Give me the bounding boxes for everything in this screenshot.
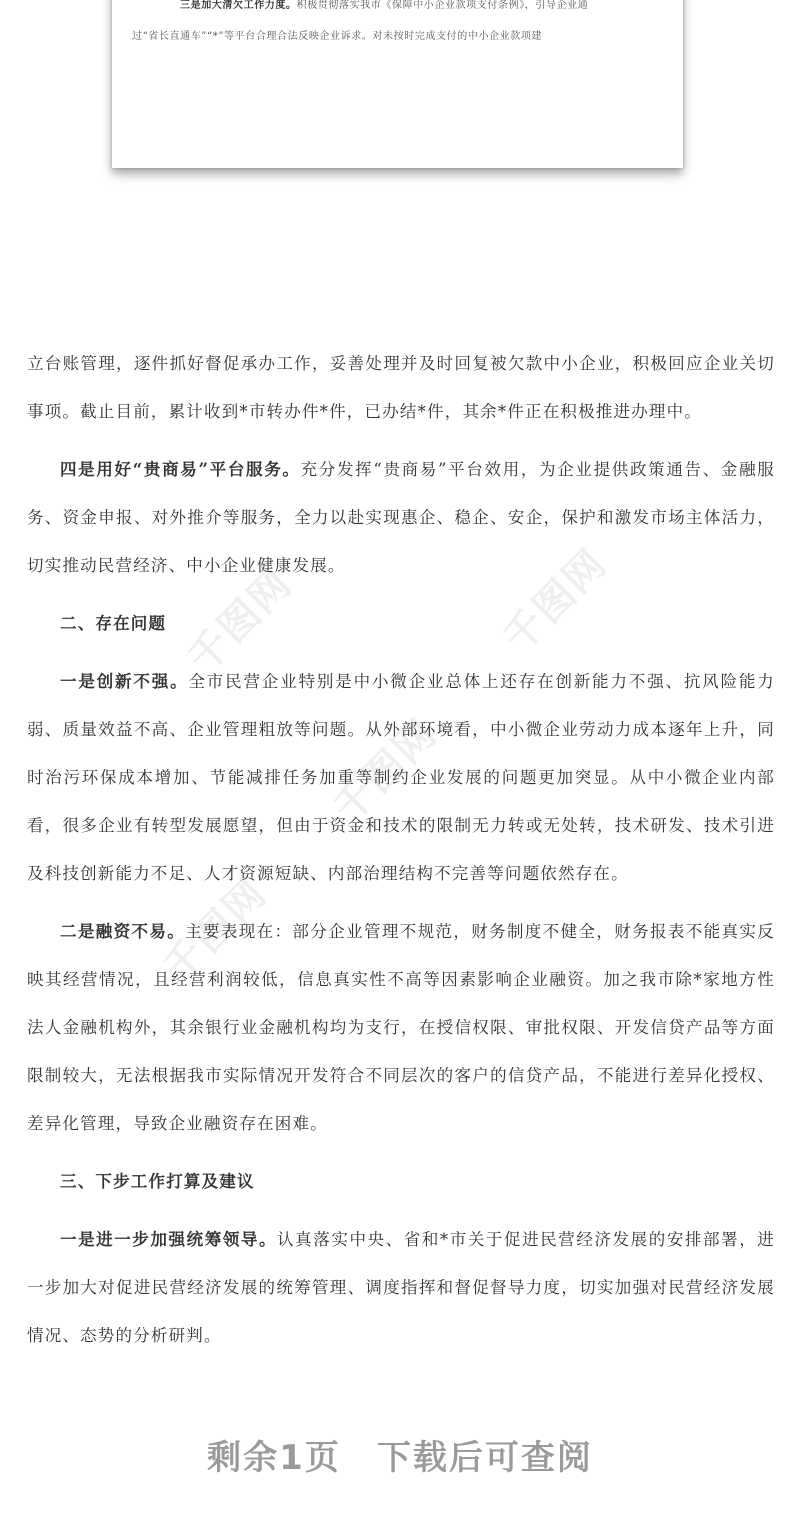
paragraph-2 (27, 446, 775, 590)
paragraph-4-lead: 二是融资不易。 (60, 922, 186, 941)
watermark: 千图网 (494, 540, 617, 662)
paragraph-5-text: 认真落实中央、省和*市关于促进民营经济发展的安排部署，进一步加大对促进民营经济发展的统筹管理、调度指挥和督促督导力度，切实加强对民营经济发展情况、态势的分析研判。 (27, 1230, 775, 1345)
paragraph-1: 立台账管理，逐件抓好督促承办工作，妥善处理并及时回复被欠款中小企业，积极回应企业关切事项。截止目前，累计收到*市转办件*件，已办结*件，其余*件正在积极推进办理中。 (27, 354, 775, 421)
page-preview-card (112, 0, 683, 168)
paragraph-2-text: 充分发挥“贵商易”平台效用，为企业提供政策通告、金融服务、资金申报、对外推介等服务，全力以赴实现惠企、稳企、安企，保护和激发市场主体活力，切实推动民营经济、中小企业健康发展。 (27, 460, 775, 575)
paragraph-3 (27, 658, 775, 898)
paragraph-5 (27, 1216, 775, 1360)
paragraph-2-lead: 四是用好“贵商易”平台服务。 (60, 460, 301, 479)
paragraph-4 (27, 908, 775, 1148)
remaining-pages-banner[interactable] (0, 1430, 800, 1479)
paragraph-3-text: 全市民营企业特别是中小微企业总体上还存在创新能力不强、抗风险能力弱、质量效益不高、企业管理粗放等问题。从外部环境看，中小微企业劳动力成本逐年上升，同时治污环保成本增加、节能减排任务加重等制约企业发展的问题更加突显。从中小微企业内部看，很多企业有转型发展愿望，但由于资金和技术的限制无力转或无处转，技术研发、技术引进及科技创新能力不足、人才资源短缺、内部治理结构不完善等问题依然存在。 (27, 672, 775, 883)
watermark: 千图网 (179, 560, 302, 682)
paragraph-4-text: 主要表现在：部分企业管理不规范，财务制度不健全，财务报表不能真实反映其经营情况，且经营利润较低，信息真实性不高等因素影响企业融资。加之我市除*家地方性法人金融机构外，其余银行业金融机构均为支行，在授信权限、审批权限、开发信贷产品等方面限制较大，无法根据我市实际情况开发符合不同层次的客户的信贷产品，不能进行差异化授权、差异化管理，导致企业融资存在困难。 (27, 922, 775, 1133)
paragraph-5-lead: 一是进一步加强统筹领导。 (60, 1230, 278, 1249)
preview-line-1: 三是加大清欠工作力度。积极贯彻落实我市《保障中小企业款项支付条例》，引导企业通 (180, 0, 589, 11)
document-body (27, 340, 775, 1370)
preview-line-2: 过“省长直通车”“*”等平台合理合法反映企业诉求。对未按时完成支付的中小企业款项建 (132, 31, 543, 42)
watermark: 千图网 (324, 710, 447, 832)
watermark: 千图网 (154, 870, 277, 992)
download-to-view-text: 下载后可查阅 (376, 1438, 593, 1478)
remaining-pages-text: 剩余1页 (207, 1438, 341, 1478)
paragraph-3-lead: 一是创新不强。 (60, 672, 189, 691)
section-heading-3: 三、下步工作打算及建议 (60, 1172, 255, 1191)
section-heading-2: 二、存在问题 (60, 614, 167, 633)
